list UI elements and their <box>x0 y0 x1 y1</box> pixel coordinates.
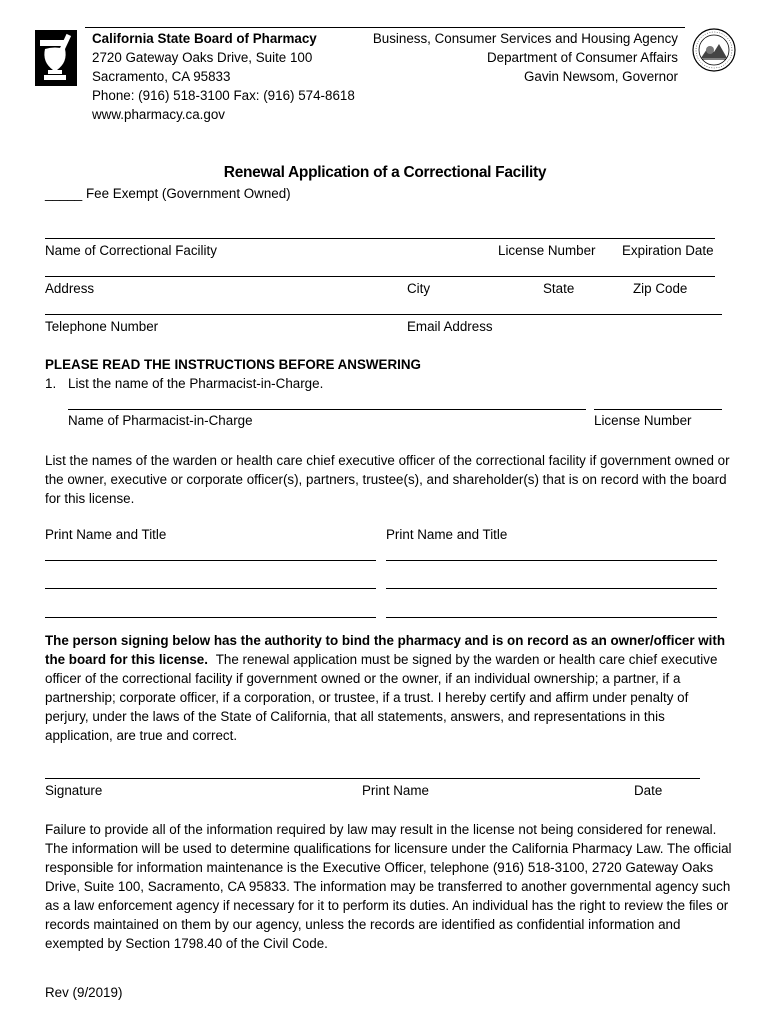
date-label: Date <box>634 783 663 798</box>
board-phone-fax: Phone: (916) 518-3100 Fax: (916) 574-8618 <box>92 88 355 103</box>
officer-2-name-line[interactable] <box>386 560 717 561</box>
fee-exempt-label: Fee Exempt (Government Owned) <box>85 186 291 201</box>
instruction-item-1: List the name of the Pharmacist-in-Charge. <box>68 376 324 391</box>
officer-3-name-line[interactable] <box>45 588 376 589</box>
city-label: City <box>407 281 431 296</box>
expiration-date-label: Expiration Date <box>622 243 714 258</box>
telephone-label: Telephone Number <box>45 319 159 334</box>
zip-code-label: Zip Code <box>633 281 688 296</box>
officer-6-name-line[interactable] <box>386 617 717 618</box>
pic-license-line[interactable] <box>594 409 722 410</box>
fee-exempt-blank[interactable]: _____ <box>45 186 83 201</box>
board-name: California State Board of Pharmacy <box>92 31 317 46</box>
pic-name-label: Name of Pharmacist-in-Charge <box>68 413 253 428</box>
department-name: Department of Consumer Affairs <box>486 50 678 65</box>
address-line[interactable] <box>45 276 715 277</box>
instructions-heading: PLEASE READ THE INSTRUCTIONS BEFORE ANSWERING <box>45 357 421 372</box>
pic-name-line[interactable] <box>68 409 586 410</box>
certification-bold-text: The person signing below has the authority to bind the pharmacy and is on record as an owner/officer with the board for this license. <box>45 633 726 667</box>
state-label: State <box>543 281 575 296</box>
form-title: Renewal Application of a Correctional Facility <box>223 164 547 181</box>
email-label: Email Address <box>407 319 493 334</box>
officer-5-name-line[interactable] <box>45 617 376 618</box>
board-address-line2: Sacramento, CA 95833 <box>92 69 231 84</box>
print-name-label: Print Name <box>362 783 429 798</box>
license-number-label: License Number <box>498 243 596 258</box>
fee-exempt-row[interactable] <box>45 186 291 201</box>
certification-text: The renewal application must be signed by the warden or health care chief executive officer of the correctional facility if government owned or the owner, if an individual ownership; a partner, if a partnership; corporate officer, if a corporation, or trustee, if a trust. I hereby certify and affirm under penalty of perjury, under the laws of the State of California, that all statements, answers, and representations in this application, are true and correct. <box>45 652 718 743</box>
officer-1-name-line[interactable] <box>45 560 376 561</box>
board-website[interactable]: www.pharmacy.ca.gov <box>92 107 225 122</box>
mortar-pestle-logo-icon <box>35 30 77 86</box>
facility-name-label: Name of Correctional Facility <box>45 243 217 258</box>
instruction-item-1-number: 1. <box>45 376 57 391</box>
pic-license-label: License Number <box>594 413 692 428</box>
board-address-line1: 2720 Gateway Oaks Drive, Suite 100 <box>92 50 313 65</box>
header-rule <box>85 27 685 28</box>
print-name-title-right-label: Print Name and Title <box>386 527 508 542</box>
signature-label: Signature <box>45 783 103 798</box>
revision-label: Rev (9/2019) <box>45 985 123 1000</box>
agency-name: Business, Consumer Services and Housing Agency <box>372 31 678 46</box>
warden-instructions: List the names of the warden or health care chief executive officer of the correctional facility if government owned or the owner, executive or corporate officer(s), partners, trustee(s), and shareholder(s) that is on record with the board for this license. <box>45 453 730 506</box>
certification-paragraph <box>45 631 735 745</box>
governor-name: Gavin Newsom, Governor <box>523 69 678 84</box>
print-name-title-left-label: Print Name and Title <box>45 527 167 542</box>
address-label: Address <box>45 281 95 296</box>
california-state-seal-icon <box>692 28 736 72</box>
officer-4-name-line[interactable] <box>386 588 717 589</box>
signature-line[interactable] <box>45 778 700 779</box>
facility-name-line[interactable] <box>45 238 715 239</box>
telephone-line[interactable] <box>45 314 722 315</box>
disclosure-paragraph: Failure to provide all of the information required by law may result in the license not being considered for renewal. The information will be used to determine qualifications for licensure under the California Pharmacy Law. The official responsible for information maintenance is the Executive Officer, telephone (916) 518-3100, 2720 Gateway Oaks Drive, Suite 100, Sacramento, CA 95833. The information may be transferred to another governmental agency such as a law enforcement agency if necessary for it to perform its duties. An individual has the right to review the files or records maintained on them by our agency, unless the records are identified as confidential information and exempted by Section 1798.40 of the Civil Code. <box>45 822 732 951</box>
